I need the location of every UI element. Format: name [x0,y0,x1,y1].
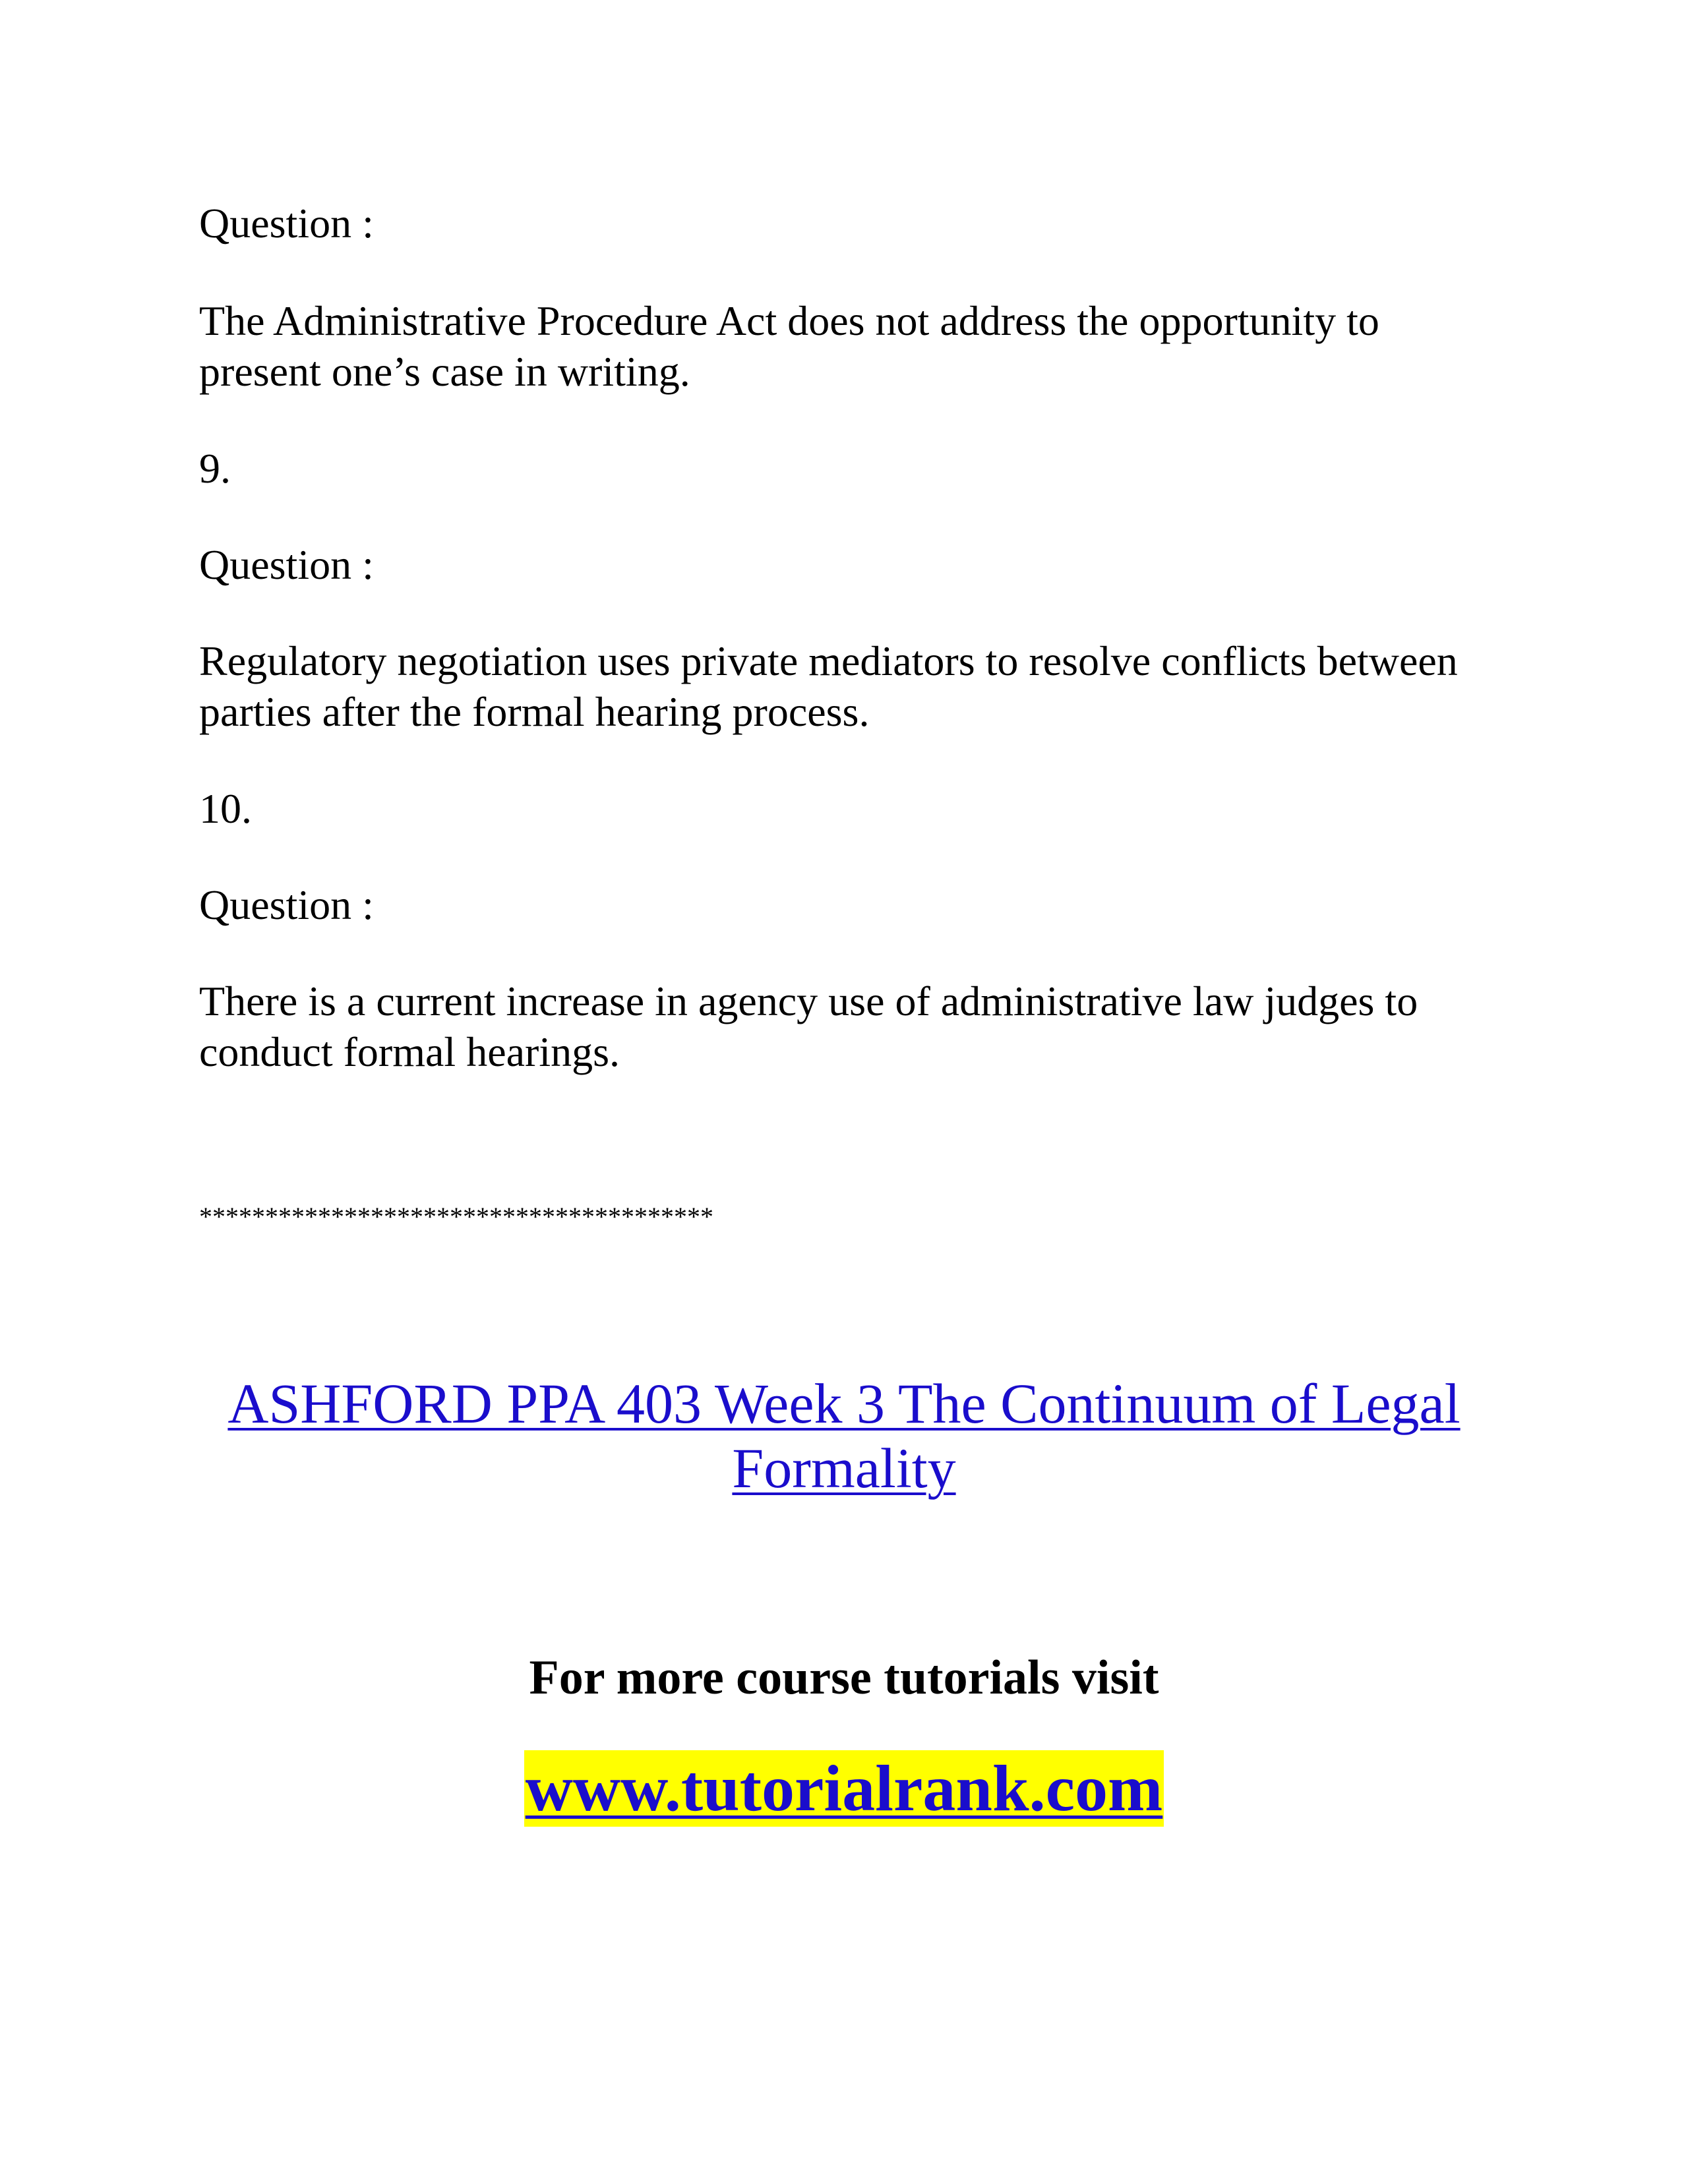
asterisk-separator: *************************************** [199,1202,713,1231]
question-9-text: Regulatory negotiation uses private mediators to resolve conflicts between parties after the formal hearing process. [199,637,1458,735]
promo-text: For more course tutorials visit [529,1651,1159,1705]
question-10-label: Question : [199,881,374,928]
question-9-label: Question : [199,541,374,588]
question-8-text: The Administrative Procedure Act does not address the opportunity to present one’s case in writing. [199,297,1379,395]
question-8-label: Question : [199,200,374,247]
question-10-text: There is a current increase in agency use of administrative law judges to conduct formal hearings. [199,978,1418,1075]
question-10-number: 10. [199,785,252,832]
site-link-container [218,1750,1470,1827]
question-9-number: 9. [199,445,231,492]
course-title-link[interactable]: ASHFORD PPA 403 Week 3 The Continuum of Legal Formality [227,1372,1461,1500]
tutorialrank-site-link[interactable]: www.tutorialrank.com [524,1750,1164,1827]
